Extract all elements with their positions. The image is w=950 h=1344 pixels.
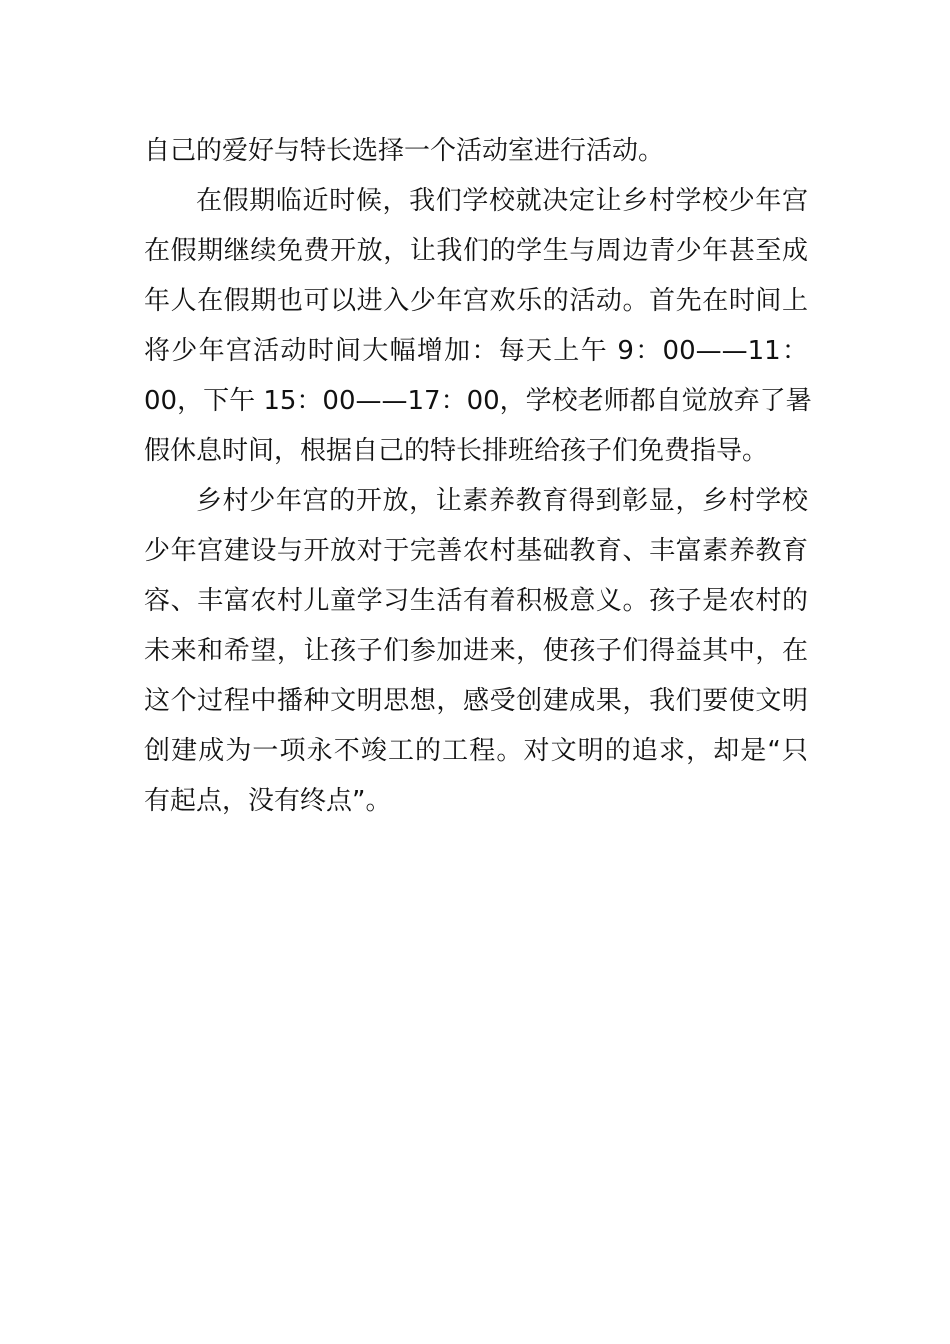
paragraph-2 [144,176,812,476]
paragraph-line: 创建成为一项永不竣工的工程。对文明的追求，却是“只 [144,736,808,766]
paragraph-line: 00，下午 15：00——17：00，学校老师都自觉放弃了暑 [144,386,812,416]
paragraph-1 [144,126,808,176]
paragraph-line: 少年宫建设与开放对于完善农村基础教育、丰富素养教育 [144,536,808,566]
paragraph-line: 有起点，没有终点”。 [144,786,392,816]
paragraph-line: 这个过程中播种文明思想，感受创建成果，我们要使文明 [144,686,808,716]
paragraph-line: 将少年宫活动时间大幅增加：每天上午 9：00——11： [144,336,808,366]
paragraph-line: 未来和希望，让孩子们参加进来，使孩子们得益其中，在 [144,636,808,666]
paragraph-3 [144,476,808,826]
paragraph-line: 年人在假期也可以进入少年宫欢乐的活动。首先在时间上 [144,286,808,316]
paragraph-line: 假休息时间，根据自己的特长排班给孩子们免费指导。 [144,436,769,466]
paragraph-line: 自己的爱好与特长选择一个活动室进行活动。 [144,136,665,166]
paragraph-line: 在假期继续免费开放，让我们的学生与周边青少年甚至成 [144,236,808,266]
paragraph-line: 容、丰富农村儿童学习生活有着积极意义。孩子是农村的 [144,586,808,616]
paragraph-line: 在假期临近时候，我们学校就决定让乡村学校少年宫 [196,186,808,216]
paragraph-line: 乡村少年宫的开放，让素养教育得到彰显，乡村学校 [196,486,808,516]
document-body [144,126,812,826]
